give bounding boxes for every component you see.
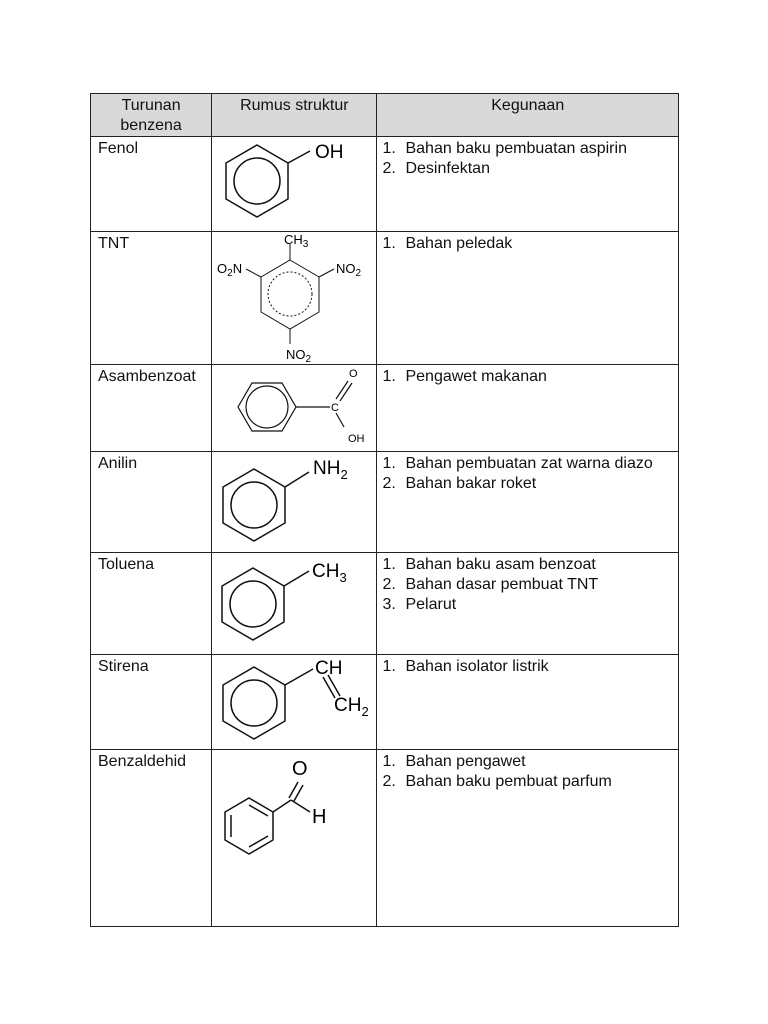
structure-tnt: [212, 232, 377, 365]
header-row: [91, 94, 679, 137]
table-row: [91, 232, 679, 365]
label-nh2: $NH_2$: [313, 458, 348, 482]
table-row: [91, 553, 679, 655]
structure-anilin: [212, 452, 377, 553]
label-c: C: [331, 402, 340, 414]
uses-benzaldehid: [377, 750, 679, 927]
list-item: 1. Bahan pengawet: [382, 753, 526, 770]
label-o2n: $O_2N$: [217, 261, 243, 279]
header-uses: Kegunaan: [377, 94, 679, 137]
benzoic-acid-structure-icon: [212, 365, 377, 451]
list-item: 3. Pelarut: [382, 596, 457, 613]
header-structure: Rumus struktur: [212, 94, 377, 137]
uses-tnt: [377, 232, 679, 365]
label-o: O: [292, 758, 308, 780]
toluene-structure-icon: [212, 553, 377, 654]
uses-stirena: [377, 655, 679, 750]
structure-stirena: [212, 655, 377, 750]
row-name-fenol: Fenol: [91, 137, 212, 232]
list-item: 1. Bahan peledak: [382, 235, 513, 252]
label-oh: OH: [315, 142, 344, 163]
label-o: O: [349, 368, 358, 380]
row-name-anilin: Anilin: [91, 452, 212, 553]
list-item: 2. Desinfektan: [382, 160, 490, 177]
header-derivative: Turunan benzena: [91, 94, 212, 137]
styrene-structure-icon: [212, 655, 377, 749]
structure-fenol: [212, 137, 377, 232]
table-row: [91, 365, 679, 452]
table-row: [91, 452, 679, 553]
list-item: 1. Bahan baku asam benzoat: [382, 556, 596, 573]
row-name-benzaldehid: Benzaldehid: [91, 750, 212, 927]
uses-toluena: [377, 553, 679, 655]
uses-fenol: [377, 137, 679, 232]
structure-toluena: [212, 553, 377, 655]
label-ch3: $CH_3$: [312, 561, 347, 585]
label-h: H: [312, 806, 327, 828]
benzene-derivatives-table: [90, 93, 679, 927]
row-name-tnt: TNT: [91, 232, 212, 365]
aniline-structure-icon: [212, 452, 377, 552]
phenol-structure-icon: [212, 137, 377, 231]
list-item: 2. Bahan dasar pembuat TNT: [382, 576, 599, 593]
list-item: 2. Bahan bakar roket: [382, 475, 537, 492]
tnt-structure-icon: [212, 232, 377, 364]
list-item: 1. Bahan pembuatan zat warna diazo: [382, 455, 653, 472]
table-row: [91, 750, 679, 927]
table-row: [91, 655, 679, 750]
structure-benzaldehid: [212, 750, 377, 927]
uses-asambenzoat: [377, 365, 679, 452]
label-oh: OH: [348, 433, 365, 445]
table-row: [91, 137, 679, 232]
label-no2-right: $NO_2$: [336, 261, 362, 279]
list-item: 1. Bahan isolator listrik: [382, 658, 549, 675]
label-ch: CH: [315, 658, 343, 679]
uses-anilin: [377, 452, 679, 553]
list-item: 1. Bahan baku pembuatan aspirin: [382, 140, 627, 157]
row-name-stirena: Stirena: [91, 655, 212, 750]
structure-asambenzoat: [212, 365, 377, 452]
benzaldehyde-structure-icon: [212, 750, 377, 926]
list-item: 2. Bahan baku pembuat parfum: [382, 773, 612, 790]
label-no2-bottom: $NO_2$: [286, 347, 312, 364]
label-ch3: $CH_3$: [284, 232, 309, 250]
list-item: 1. Pengawet makanan: [382, 368, 547, 385]
label-ch2: $CH_2$: [334, 695, 369, 719]
row-name-toluena: Toluena: [91, 553, 212, 655]
row-name-asambenzoat: Asambenzoat: [91, 365, 212, 452]
